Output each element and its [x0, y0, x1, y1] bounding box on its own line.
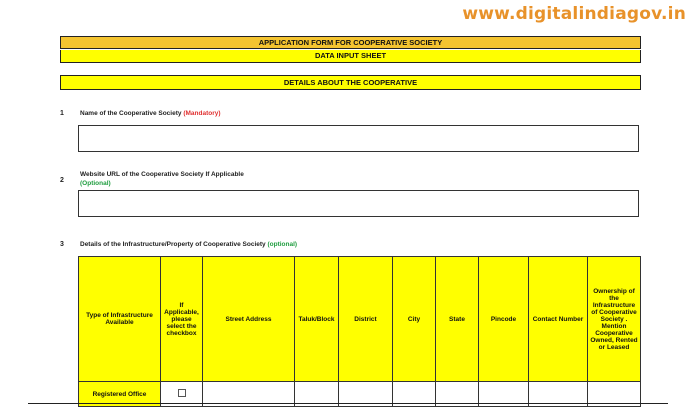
optional-tag: (optional): [267, 241, 298, 248]
applicable-checkbox[interactable]: [178, 389, 186, 397]
table-header-row: [79, 257, 641, 382]
col-header-district: District: [339, 257, 393, 382]
page-divider: [28, 403, 668, 404]
col-header-pincode: Pincode: [479, 257, 529, 382]
question-2-text: Website URL of the Cooperative Society If Applicable: [80, 171, 244, 178]
question-1-label: [80, 109, 221, 118]
question-3-label: [80, 240, 297, 249]
col-header-contact-number: Contact Number: [529, 257, 588, 382]
question-3-text: Details of the Infrastructure/Property of Cooperative Society: [80, 241, 266, 248]
mandatory-tag: (Mandatory): [183, 110, 221, 117]
col-header-taluk-block: Taluk/Block: [295, 257, 339, 382]
question-1-text: Name of the Cooperative Society: [80, 110, 182, 117]
infra-type-cell: Registered Office: [79, 382, 161, 407]
infrastructure-table: [78, 256, 641, 407]
society-name-input[interactable]: [78, 125, 639, 152]
website-url-input[interactable]: [78, 190, 639, 217]
section-heading: DETAILS ABOUT THE COOPERATIVE: [60, 75, 641, 90]
col-header-city: City: [393, 257, 436, 382]
site-watermark: www.digitalindiagov.in: [462, 4, 686, 24]
question-3-number: 3: [60, 241, 64, 248]
col-header-ownership: Ownership of the Infrastructure of Cooperative Society . Mention Cooperative Owned, Rented or Leased: [588, 257, 641, 382]
form-subtitle: DATA INPUT SHEET: [60, 50, 641, 63]
col-header-infra-type: Type of Infrastructure Available: [79, 257, 161, 382]
question-2-label: [80, 170, 244, 188]
col-header-state: State: [436, 257, 479, 382]
col-header-street-address: Street Address: [203, 257, 295, 382]
form-title: APPLICATION FORM FOR COOPERATIVE SOCIETY: [60, 36, 641, 49]
col-header-checkbox: If Applicable, please select the checkbox: [161, 257, 203, 382]
question-1-number: 1: [60, 110, 64, 117]
optional-tag: (Optional): [80, 180, 111, 187]
question-2-number: 2: [60, 177, 64, 184]
